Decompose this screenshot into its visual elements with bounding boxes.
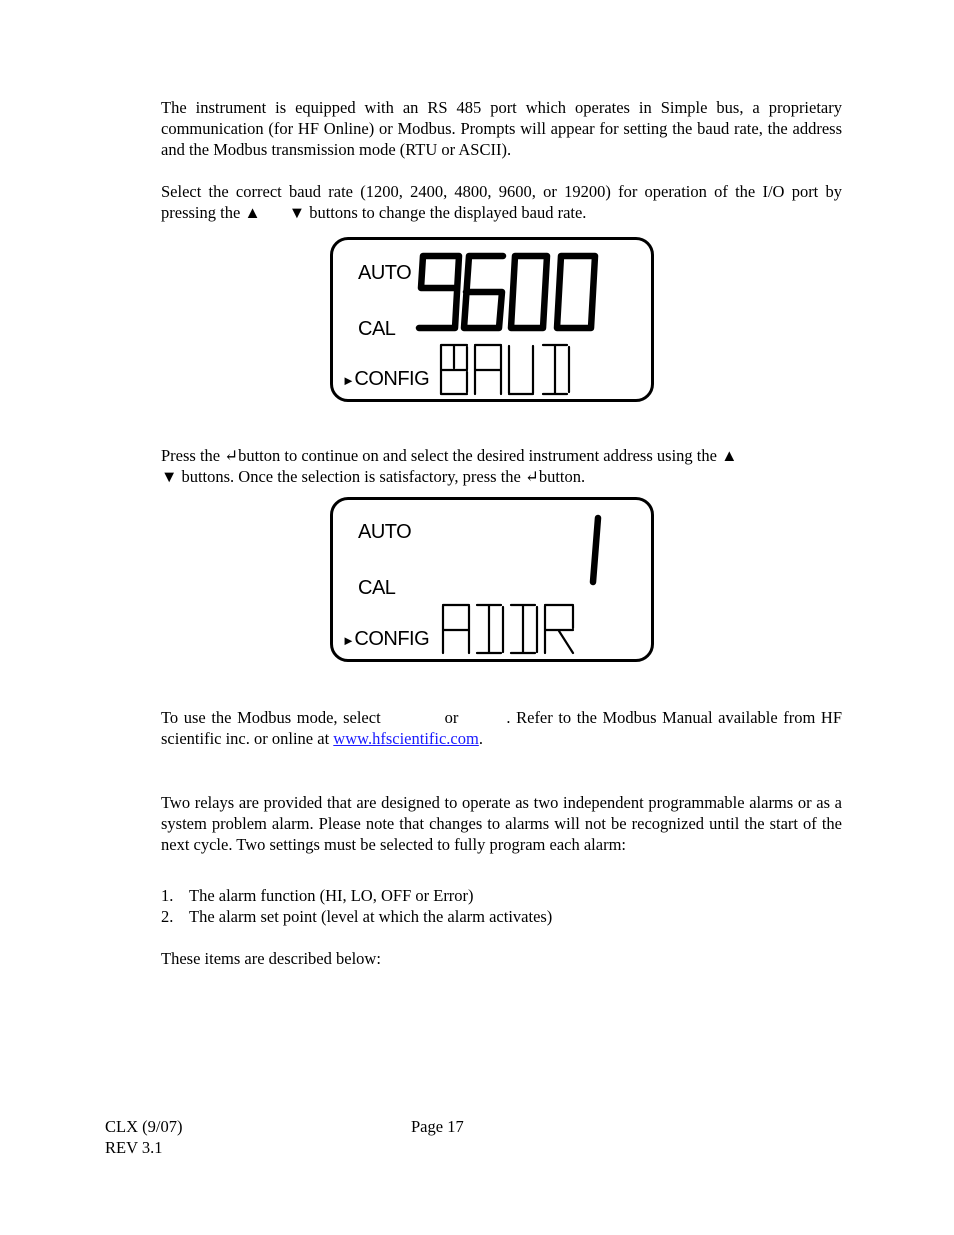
items-described-paragraph: These items are described below: xyxy=(161,949,381,968)
char-d2 xyxy=(511,605,537,653)
list-item: 1. The alarm function (HI, LO, OFF or Error) xyxy=(161,886,474,905)
lcd-segments-baud xyxy=(333,240,651,399)
address-text-a: Press the xyxy=(161,446,225,465)
digit-1 xyxy=(593,518,598,582)
footer-page-number: Page 17 xyxy=(411,1117,464,1136)
lcd-segments-address xyxy=(333,500,651,659)
footer-doc-id: CLX (9/07) xyxy=(105,1117,183,1136)
pointer-icon: ► xyxy=(342,373,355,388)
lcd-main-value xyxy=(419,256,595,328)
digit-6 xyxy=(464,256,503,328)
intro-paragraph: The instrument is equipped with an RS 485 port which operates in Simple bus, a proprietary communication (for HF Online) or Modbus. Prompts will appear for setting the baud rate, the address and the Modbus transmission mode (RTU or ASCII). xyxy=(161,98,842,159)
down-arrow-icon: ▼ xyxy=(288,203,306,222)
modbus-text-end: . xyxy=(478,729,483,748)
char-d xyxy=(543,345,569,394)
baud-text-a: Select the correct baud rate (1200, 2400, 4800, 9600, or 19200) for operation of the I/O port by pressing the xyxy=(161,182,842,222)
alarm-settings-list xyxy=(161,885,552,927)
baud-text-b: buttons to change the displayed baud rate. xyxy=(305,203,587,222)
char-a xyxy=(443,605,469,653)
lcd-display-address xyxy=(330,497,654,662)
website-link[interactable]: www.hfscientific.com xyxy=(333,729,479,748)
modbus-text-a: To use the Modbus mode, select xyxy=(161,708,381,727)
lcd-display-baud xyxy=(330,237,654,402)
address-paragraph xyxy=(161,445,842,487)
lcd-sub-text xyxy=(443,605,573,653)
pointer-icon: ► xyxy=(342,633,355,648)
baud-paragraph xyxy=(161,181,842,223)
lcd-sub-text xyxy=(441,345,569,394)
lcd-label-auto: AUTO xyxy=(358,262,412,284)
address-text-c: buttons. Once the selection is satisfactory, press the xyxy=(177,467,525,486)
lcd-label-config: ►CONFIG xyxy=(342,368,430,390)
lcd-main-value xyxy=(593,518,598,582)
enter-icon: ↵ xyxy=(224,446,239,465)
char-b xyxy=(441,345,467,394)
modbus-text-or: or xyxy=(444,708,459,727)
list-item: 2. The alarm set point (level at which the alarm activates) xyxy=(161,907,553,926)
lcd-label-cal: CAL xyxy=(358,577,396,599)
address-text-d: button. xyxy=(538,467,586,486)
footer-revision: REV 3.1 xyxy=(105,1138,163,1157)
lcd-label-auto: AUTO xyxy=(358,521,412,543)
char-u xyxy=(509,346,533,394)
enter-icon: ↵ xyxy=(524,467,539,486)
relays-paragraph: Two relays are provided that are designed to operate as two independent programmable alarms or as a system problem alarm. Please note that changes to alarms will not be recognized until the start of the next cycle. Two settings must be selected to fully program each alarm: xyxy=(161,793,842,854)
lcd-label-cal: CAL xyxy=(358,318,396,340)
up-arrow-icon: ▲ xyxy=(244,203,261,222)
char-d1 xyxy=(477,605,503,653)
down-arrow-icon: ▼ xyxy=(161,467,178,486)
address-text-b: button to continue on and select the desired instrument address using the xyxy=(238,446,722,465)
char-r xyxy=(545,605,573,653)
digit-9 xyxy=(419,256,459,328)
lcd-label-config: ►CONFIG xyxy=(342,628,430,650)
modbus-paragraph xyxy=(161,707,842,749)
char-a xyxy=(475,345,501,394)
digit-0a xyxy=(511,256,547,328)
up-arrow-icon: ▲ xyxy=(721,446,738,465)
modbus-text-b: . Refer to the Modbus Manual available from HF scientific inc. or online at xyxy=(161,708,842,748)
digit-0b xyxy=(557,256,595,328)
